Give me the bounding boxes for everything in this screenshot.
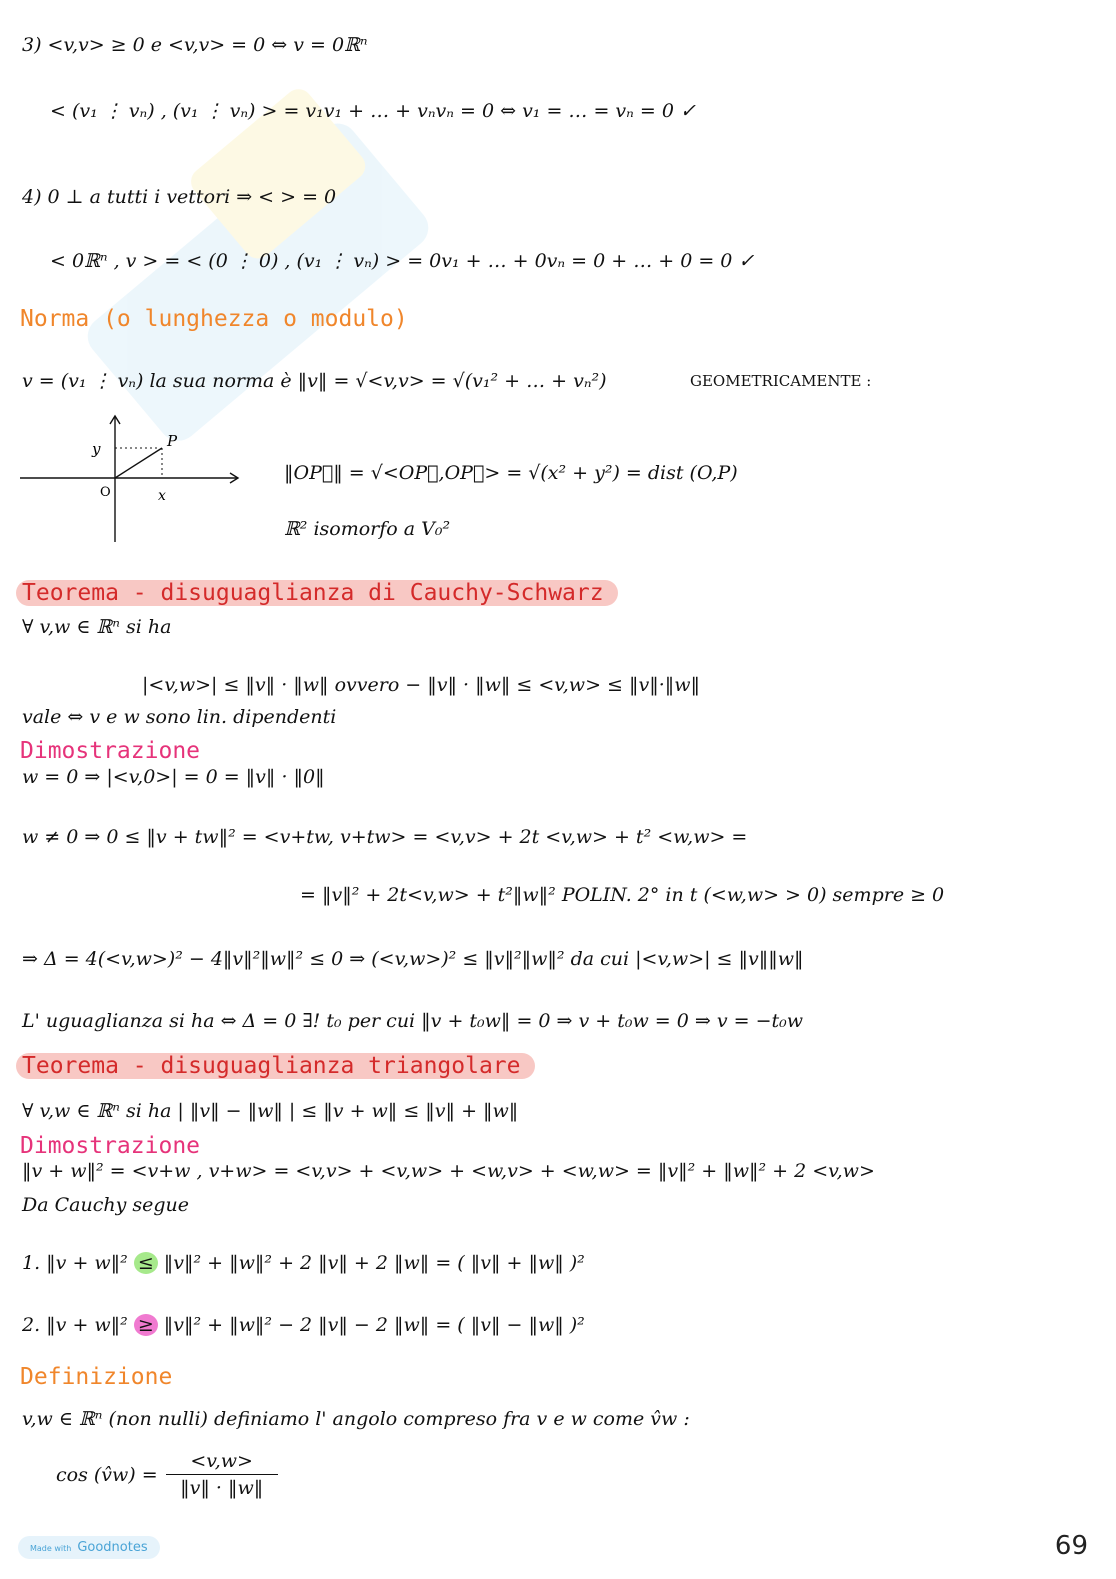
origin-label: O — [100, 485, 111, 500]
page-number: 69 — [1054, 1531, 1088, 1561]
axis-x-label: x — [158, 488, 166, 504]
proof-case-w-nonzero: w ≠ 0 ⇒ 0 ≤ ‖v + tw‖² = <v+tw, v+tw> = <v,v> + 2t <v,w> + t² <w,w> = — [22, 826, 748, 848]
proof2-lower-bound — [22, 1314, 585, 1336]
goodnotes-brand: Goodnotes — [77, 1540, 148, 1555]
triangular-statement: ∀ v,w ∈ ℝⁿ si ha | ‖v‖ − ‖w‖ | ≤ ‖v + w‖ ≤ ‖v‖ + ‖w‖ — [22, 1100, 519, 1122]
proof2-lower-right: ‖v‖² + ‖w‖² − 2 ‖v‖ − 2 ‖w‖ = ( ‖v‖ − ‖w‖ )² — [163, 1314, 585, 1336]
norma-heading: Norma (o lunghezza o modulo) — [20, 306, 408, 332]
made-with-label: Made with — [30, 1544, 72, 1553]
goodnotes-badge — [18, 1536, 160, 1559]
cauchy-schwarz-heading: Teorema - disuguaglianza di Cauchy-Schwarz — [16, 580, 618, 606]
proof2-upper-right: ‖v‖² + ‖w‖² + 2 ‖v‖ + 2 ‖w‖ = ( ‖v‖ + ‖w‖ )² — [163, 1252, 585, 1274]
leq-highlight: ≤ — [134, 1252, 158, 1274]
fraction-bar — [166, 1474, 278, 1475]
cauchy-equality-condition: vale ⇔ v e w sono lin. dipendenti — [22, 706, 337, 728]
cauchy-inequality: |<v,w>| ≤ ‖v‖ · ‖w‖ ovvero − ‖v‖ · ‖w‖ ≤ <v,w> ≤ ‖v‖·‖w‖ — [142, 674, 701, 696]
proof-equality: L' uguaglianza si ha ⇔ Δ = 0 ∃! t₀ per cui ‖v + t₀w‖ = 0 ⇒ v + t₀w = 0 ⇒ v = −t₀w — [22, 1010, 804, 1032]
proof-case-w-zero: w = 0 ⇒ |<v,0>| = 0 = ‖v‖ · ‖0‖ — [22, 766, 325, 788]
cauchy-forall: ∀ v,w ∈ ℝⁿ si ha — [22, 616, 172, 638]
property-3-expansion: < (v₁ ⋮ vₙ) , (v₁ ⋮ vₙ) > = v₁v₁ + … + vₙvₙ = 0 ⇔ v₁ = … = vₙ = 0 ✓ — [50, 100, 696, 122]
dimostrazione-heading-1: Dimostrazione — [20, 738, 201, 764]
triangular-heading: Teorema - disuguaglianza triangolare — [16, 1053, 535, 1079]
proof-polynomial: = ‖v‖² + 2t<v,w> + t²‖w‖² POLIN. 2° in t (<w,w> > 0) sempre ≥ 0 — [300, 884, 945, 906]
cosine-fraction — [166, 1450, 278, 1499]
dimostrazione-heading-2: Dimostrazione — [20, 1133, 201, 1159]
distance-formula: ‖OP⃗‖ = √<OP⃗,OP⃗> = √(x² + y²) = dist (O,P) — [284, 462, 738, 484]
definizione-heading: Definizione — [20, 1364, 173, 1390]
property-3-line: 3) <v,v> ≥ 0 e <v,v> = 0 ⇔ v = 0ℝⁿ — [22, 34, 368, 56]
cosine-formula — [56, 1450, 278, 1499]
norma-definition: v = (v₁ ⋮ vₙ) la sua norma è ‖v‖ = √<v,v> = √(v₁² + … + vₙ²) — [22, 370, 607, 392]
point-p-label: P — [167, 432, 178, 450]
property-4-line: 4) 0 ⊥ a tutti i vettori ⇒ < > = 0 — [22, 186, 337, 208]
property-4-expansion: < 0ℝⁿ , v > = < (0 ⋮ 0) , (v₁ ⋮ vₙ) > = 0v₁ + … + 0vₙ = 0 + … + 0 = 0 ✓ — [50, 250, 755, 272]
vector-sketch — [20, 410, 250, 545]
isomorphism-note: ℝ² isomorfo a V₀² — [284, 518, 451, 540]
fraction-denominator: ‖v‖ · ‖w‖ — [180, 1477, 264, 1499]
geq-highlight: ≥ — [134, 1314, 158, 1336]
angle-definition: v,w ∈ ℝⁿ (non nulli) definiamo l' angolo compreso fra v e w come v̂w : — [22, 1408, 690, 1430]
axis-y-label: y — [92, 440, 101, 458]
proof2-upper-left: 1. ‖v + w‖² — [22, 1252, 128, 1274]
fraction-numerator: <v,w> — [190, 1450, 253, 1472]
geometricamente-label: GEOMETRICAMENTE : — [690, 372, 872, 390]
proof2-from-cauchy: Da Cauchy segue — [22, 1194, 189, 1216]
proof2-upper-bound — [22, 1252, 585, 1274]
proof2-lower-left: 2. ‖v + w‖² — [22, 1314, 128, 1336]
proof-discriminant: ⇒ Δ = 4(<v,w>)² − 4‖v‖²‖w‖² ≤ 0 ⇒ (<v,w>)² ≤ ‖v‖²‖w‖² da cui |<v,w>| ≤ ‖v‖‖w‖ — [22, 948, 804, 970]
cosine-label: cos (v̂w) = — [56, 1463, 158, 1486]
proof2-expansion: ‖v + w‖² = <v+w , v+w> = <v,v> + <v,w> + <w,v> + <w,w> = ‖v‖² + ‖w‖² + 2 <v,w> — [22, 1160, 875, 1182]
